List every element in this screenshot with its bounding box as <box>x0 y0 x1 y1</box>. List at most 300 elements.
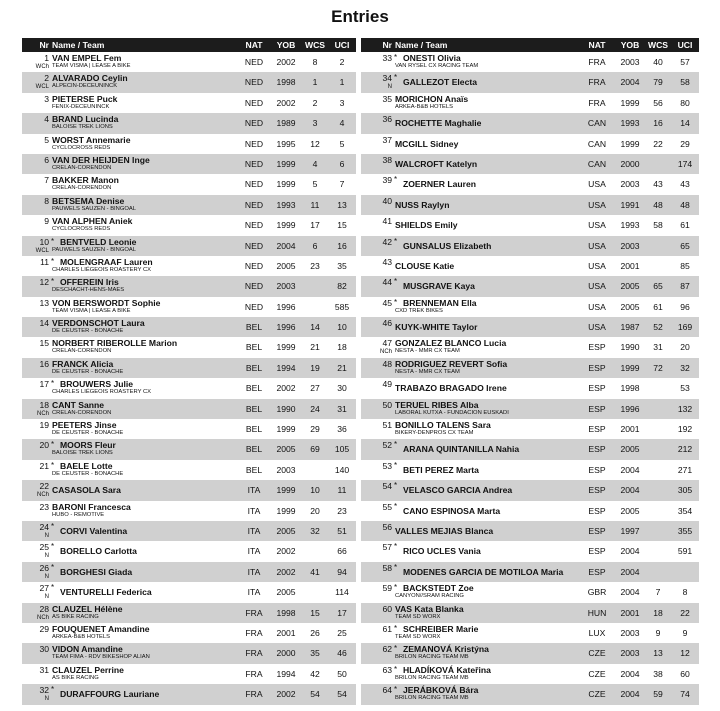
star-icon: * <box>394 644 398 654</box>
table-row <box>361 501 699 521</box>
rider-name: BETI PEREZ Marta <box>403 464 479 475</box>
entry-number: 48 <box>382 358 392 369</box>
year-of-birth: 1996 <box>276 301 296 312</box>
rider-name: MCGILL Sidney <box>395 138 459 149</box>
rider-name: BENTVELD Leonie <box>60 236 137 247</box>
entry-number: 15 <box>39 338 49 349</box>
star-icon: * <box>394 460 398 470</box>
star-icon: * <box>394 501 398 511</box>
table-row <box>361 562 699 582</box>
table-row <box>361 215 699 235</box>
nationality: ESP <box>588 342 606 353</box>
rider-name: VAN DER HEIJDEN Inge <box>52 154 150 165</box>
entry-category: NCh <box>379 349 392 356</box>
nationality: USA <box>588 199 606 210</box>
year-of-birth: 2004 <box>620 77 640 88</box>
rider-name: VIDON Amandine <box>52 644 123 655</box>
year-of-birth: 2003 <box>620 648 640 659</box>
rider-name: PEETERS Jinse <box>52 420 117 431</box>
nationality: GBR <box>587 587 607 598</box>
uci-rank: 82 <box>337 281 347 292</box>
table-row <box>361 582 699 602</box>
entry-number: 34 <box>382 73 392 84</box>
uci-rank: 585 <box>334 301 350 312</box>
rider-name: RICO UCLES Vania <box>403 546 481 557</box>
uci-rank: 53 <box>680 383 690 394</box>
header-nr: Nr <box>39 40 49 50</box>
rider-name: GALLEZOT Electa <box>403 77 478 88</box>
entry-number: 56 <box>382 521 392 532</box>
uci-rank: 51 <box>337 525 347 536</box>
nationality: NED <box>244 301 264 312</box>
rider-name: CLOUSE Katie <box>395 260 455 271</box>
nationality: ITA <box>247 566 261 577</box>
team-name: ARKEA-B&B HOTELS <box>52 633 110 640</box>
team-name: BRILON RACING TEAM MB <box>395 674 469 681</box>
entry-number: 20 <box>39 440 49 451</box>
entries-table-right <box>361 38 699 705</box>
entry-number: 40 <box>382 195 392 206</box>
entry-category: WCL <box>35 84 49 91</box>
uci-rank: 13 <box>337 199 347 210</box>
wcs-rank: 65 <box>653 281 663 292</box>
wcs-rank: 38 <box>653 668 663 679</box>
entry-number: 24 <box>39 521 49 532</box>
team-name: BALOISE TREK LIONS <box>52 124 113 131</box>
uci-rank: 60 <box>680 668 690 679</box>
nationality: FRA <box>588 97 606 108</box>
table-row <box>361 154 699 174</box>
rider-name: BETSEMA Denise <box>52 195 125 206</box>
entry-number: 41 <box>382 216 392 227</box>
header-uci: UCI <box>334 40 350 50</box>
entry-number: 42 <box>382 236 392 247</box>
rider-name: VON BERSWORDT Sophie <box>52 297 161 308</box>
team-name: CRELAN-CORENDON <box>52 185 112 192</box>
entry-number: 57 <box>382 542 392 553</box>
year-of-birth: 1990 <box>276 403 296 414</box>
nationality: BEL <box>245 464 263 475</box>
team-name: TEAM FIMA - RDV BIKESHOP ALIAN <box>52 654 150 661</box>
uci-rank: 192 <box>677 424 693 435</box>
table-row <box>361 664 699 684</box>
header-nat: NAT <box>588 40 606 50</box>
team-name: CRELAN-CORENDON <box>52 164 112 171</box>
table-row <box>361 174 699 194</box>
table-row <box>361 236 699 256</box>
table-row <box>361 276 699 296</box>
table-row <box>22 603 356 623</box>
entry-number: 47 <box>382 338 392 349</box>
uci-rank: 80 <box>680 97 690 108</box>
year-of-birth: 2005 <box>276 587 296 598</box>
year-of-birth: 2004 <box>620 689 640 700</box>
table-row <box>22 358 356 378</box>
uci-rank: 30 <box>337 383 347 394</box>
nationality: CZE <box>588 648 606 659</box>
wcs-rank: 23 <box>310 260 320 271</box>
rider-name: BAKKER Manon <box>52 175 119 186</box>
table-row <box>361 52 699 72</box>
team-name: CHARLES LIÉGEOIS ROASTERY CX <box>52 266 152 273</box>
table-row <box>361 603 699 623</box>
uci-rank: 20 <box>680 342 690 353</box>
team-name: PAUWELS SAUZEN - BINGOAL <box>52 205 136 212</box>
rider-name: CASASOLA Sara <box>52 485 121 496</box>
nationality: ESP <box>588 505 606 516</box>
team-name: TEAM VISMA | LEASE A BIKE <box>52 307 131 314</box>
entry-number: 37 <box>382 134 392 145</box>
star-icon: * <box>51 440 55 450</box>
uci-rank: 61 <box>680 220 690 231</box>
table-row <box>361 93 699 113</box>
page-title: Entries <box>331 7 389 26</box>
entry-number: 59 <box>382 583 392 594</box>
wcs-rank: 1 <box>312 77 318 88</box>
wcs-rank: 19 <box>310 362 320 373</box>
table-row <box>361 256 699 276</box>
table-row <box>22 195 356 215</box>
nationality: BEL <box>245 383 263 394</box>
table-row <box>361 643 699 663</box>
team-name: CRELAN-CORENDON <box>52 409 112 416</box>
rider-name: KUYK-WHITE Taylor <box>395 322 478 333</box>
wcs-rank: 6 <box>312 240 318 251</box>
entry-category: N <box>44 532 49 539</box>
table-row <box>22 215 356 235</box>
entry-number: 28 <box>39 603 49 614</box>
year-of-birth: 1999 <box>620 138 640 149</box>
star-icon: * <box>51 542 55 552</box>
table-row <box>22 256 356 276</box>
wcs-rank: 69 <box>310 444 320 455</box>
star-icon: * <box>394 623 398 633</box>
entry-number: 32 <box>39 685 49 696</box>
rider-name: ZOERNER Lauren <box>403 179 477 190</box>
header-wcs: WCS <box>647 40 669 50</box>
entry-number: 23 <box>39 501 49 512</box>
table-row <box>22 236 356 256</box>
table-row <box>22 113 356 133</box>
nationality: BEL <box>245 444 263 455</box>
table-row <box>361 358 699 378</box>
uci-rank: 21 <box>337 362 347 373</box>
rider-name: NUSS Raylyn <box>395 199 450 210</box>
entry-number: 8 <box>44 195 49 206</box>
entry-number: 14 <box>39 318 49 329</box>
rider-name: NORBERT RIBEROLLE Marion <box>52 338 178 349</box>
entry-number: 10 <box>39 236 49 247</box>
entry-number: 35 <box>382 93 392 104</box>
nationality: USA <box>588 260 606 271</box>
nationality: BEL <box>245 362 263 373</box>
nationality: USA <box>588 281 606 292</box>
entry-number: 58 <box>382 562 392 573</box>
wcs-rank: 9 <box>655 627 661 638</box>
rider-name: MUSGRAVE Kaya <box>403 281 475 292</box>
star-icon: * <box>51 379 55 389</box>
nationality: ESP <box>588 525 606 536</box>
rider-name: BROUWERS Julie <box>60 379 134 390</box>
rider-name: OFFEREIN Iris <box>60 277 119 288</box>
table-row <box>361 337 699 357</box>
rider-name: ONESTI Olivia <box>403 53 461 63</box>
uci-rank: 65 <box>680 240 690 251</box>
wcs-rank: 40 <box>653 57 663 67</box>
entry-number: 21 <box>39 460 49 471</box>
nationality: LUX <box>588 627 606 638</box>
year-of-birth: 2001 <box>620 424 640 435</box>
table-header <box>22 38 356 52</box>
nationality: USA <box>588 179 606 190</box>
uci-rank: 11 <box>337 485 347 496</box>
table-row <box>22 154 356 174</box>
entry-number: 19 <box>39 420 49 431</box>
year-of-birth: 1999 <box>276 158 296 169</box>
wcs-rank: 3 <box>312 118 318 129</box>
year-of-birth: 2005 <box>276 260 296 271</box>
star-icon: * <box>394 236 398 246</box>
rider-name: WALCROFT Katelyn <box>395 158 478 169</box>
star-icon: * <box>51 236 55 246</box>
team-name: DE CEUSTER - BONACHE <box>52 328 124 335</box>
team-name: CRELAN-CORENDON <box>52 348 112 355</box>
table-row <box>361 195 699 215</box>
year-of-birth: 1997 <box>620 525 640 536</box>
nationality: NED <box>244 281 264 292</box>
entry-number: 3 <box>44 93 49 104</box>
rider-name: CANT Sanne <box>52 399 105 410</box>
wcs-rank: 27 <box>310 383 320 394</box>
nationality: ESP <box>588 362 606 373</box>
rider-name: BORELLO Carlotta <box>60 546 137 557</box>
uci-rank: 10 <box>337 322 347 333</box>
year-of-birth: 2001 <box>620 607 640 618</box>
rider-name: VERDONSCHOT Laura <box>52 318 145 329</box>
year-of-birth: 1998 <box>620 383 640 394</box>
nationality: NED <box>244 118 264 129</box>
year-of-birth: 1993 <box>620 118 640 129</box>
uci-rank: 6 <box>339 158 345 169</box>
uci-rank: 212 <box>677 444 693 455</box>
star-icon: * <box>394 73 398 83</box>
table-row <box>361 623 699 643</box>
nationality: CZE <box>588 668 606 679</box>
uci-rank: 58 <box>680 77 690 88</box>
year-of-birth: 2003 <box>620 240 640 251</box>
table-row <box>22 521 356 541</box>
year-of-birth: 1998 <box>276 607 296 618</box>
entry-number: 16 <box>39 358 49 369</box>
star-icon: * <box>51 521 55 531</box>
table-row <box>22 419 356 439</box>
table-row <box>361 378 699 398</box>
uci-rank: 96 <box>680 301 690 312</box>
entry-number: 17 <box>39 379 49 390</box>
year-of-birth: 1993 <box>276 199 296 210</box>
rider-name: FRANCK Alicia <box>52 358 114 369</box>
header-name-team: Name / Team <box>52 40 105 50</box>
wcs-rank: 11 <box>310 199 320 210</box>
uci-rank: 271 <box>677 464 693 475</box>
entry-number: 30 <box>39 644 49 655</box>
uci-rank: 305 <box>677 485 693 496</box>
table-row <box>22 52 356 72</box>
team-name: NESTA - MMR CX TEAM <box>395 368 460 375</box>
table-row <box>22 460 356 480</box>
rider-name: ZEMANOVÁ Kristýna <box>403 644 489 655</box>
table-header <box>361 38 699 52</box>
nationality: ITA <box>247 525 261 536</box>
table-body <box>22 52 356 705</box>
entry-number: 6 <box>44 154 49 165</box>
year-of-birth: 2000 <box>276 648 296 659</box>
wcs-rank: 41 <box>310 566 320 577</box>
entry-category: N <box>44 553 49 560</box>
year-of-birth: 2001 <box>276 627 296 638</box>
uci-rank: 36 <box>337 424 347 435</box>
table-row <box>361 684 699 704</box>
team-name: FENIX-DECEUNINCK <box>52 103 110 110</box>
rider-name: WORST Annemarie <box>52 134 131 145</box>
rider-name: MORICHON Anaïs <box>395 93 469 104</box>
table-row <box>22 399 356 419</box>
table-row <box>22 276 356 296</box>
rider-name: SHIELDS Emily <box>395 220 458 231</box>
year-of-birth: 1989 <box>276 118 296 129</box>
wcs-rank: 10 <box>310 485 320 496</box>
header-wcs: WCS <box>304 40 326 50</box>
rider-name: SCHREIBER Marie <box>403 623 479 634</box>
uci-rank: 48 <box>680 199 690 210</box>
year-of-birth: 2000 <box>620 158 640 169</box>
wcs-rank: 79 <box>653 77 663 88</box>
entry-number: 38 <box>382 154 392 165</box>
uci-rank: 3 <box>339 97 345 108</box>
nationality: ESP <box>588 424 606 435</box>
nationality: CAN <box>587 118 607 129</box>
star-icon: * <box>51 277 55 287</box>
table-row <box>22 541 356 561</box>
rider-name: VAS Kata Blanka <box>395 603 464 614</box>
star-icon: * <box>51 256 55 266</box>
year-of-birth: 1994 <box>276 668 296 679</box>
year-of-birth: 1999 <box>276 220 296 231</box>
nationality: NED <box>244 179 264 190</box>
star-icon: * <box>51 460 55 470</box>
entry-number: 27 <box>39 583 49 594</box>
entry-number: 45 <box>382 297 392 308</box>
uci-rank: 46 <box>337 648 347 659</box>
year-of-birth: 1996 <box>276 322 296 333</box>
uci-rank: 31 <box>337 403 347 414</box>
entry-number: 54 <box>382 481 392 492</box>
nationality: FRA <box>245 668 263 679</box>
uci-rank: 4 <box>339 118 345 129</box>
nationality: ITA <box>247 485 261 496</box>
star-icon: * <box>394 583 398 593</box>
team-name: CXD TREK BIKES <box>395 307 443 314</box>
year-of-birth: 1999 <box>276 485 296 496</box>
rider-name: MODENES GARCIA DE MOTILOA Maria <box>403 566 564 577</box>
year-of-birth: 1991 <box>620 199 640 210</box>
rider-name: BRENNEMAN Ella <box>403 297 477 308</box>
nationality: ESP <box>588 485 606 496</box>
star-icon: * <box>394 53 398 62</box>
star-icon: * <box>394 685 398 695</box>
team-name: DESCHACHT-HENS-MAES <box>52 287 125 294</box>
entry-number: 26 <box>39 562 49 573</box>
wcs-rank: 54 <box>310 689 320 700</box>
entry-category: WCh <box>35 64 49 70</box>
year-of-birth: 2005 <box>620 281 640 292</box>
uci-rank: 29 <box>680 138 690 149</box>
table-row <box>22 480 356 500</box>
year-of-birth: 2001 <box>620 260 640 271</box>
year-of-birth: 2004 <box>620 485 640 496</box>
year-of-birth: 2005 <box>276 444 296 455</box>
year-of-birth: 1999 <box>276 424 296 435</box>
rider-name: RODRIGUEZ REVERT Sofia <box>395 358 508 369</box>
nationality: NED <box>244 260 264 271</box>
uci-rank: 355 <box>677 525 693 536</box>
wcs-rank: 5 <box>312 179 318 190</box>
entry-category: NCh <box>36 492 49 499</box>
team-name: VAN RYSEL CX RACING TEAM <box>395 63 479 69</box>
table-row <box>361 399 699 419</box>
star-icon: * <box>394 542 398 552</box>
wcs-rank: 15 <box>310 607 320 618</box>
uci-rank: 174 <box>677 158 693 169</box>
nationality: USA <box>588 301 606 312</box>
star-icon: * <box>394 277 398 287</box>
team-name: BRILON RACING TEAM MB <box>395 695 469 702</box>
rider-name: TERUEL RIBES Alba <box>395 399 479 410</box>
uci-rank: 25 <box>337 627 347 638</box>
uci-rank: 169 <box>677 322 693 333</box>
entry-number: 29 <box>39 623 49 634</box>
team-name: DE CEUSTER - BONACHE <box>52 470 124 477</box>
uci-rank: 591 <box>677 546 693 557</box>
rider-name: TRABAZO BRAGADO Irene <box>395 383 507 394</box>
nationality: ESP <box>588 444 606 455</box>
entry-number: 13 <box>39 297 49 308</box>
entry-number: 61 <box>382 623 392 634</box>
year-of-birth: 2002 <box>276 57 296 67</box>
rider-name: ALVARADO Ceylin <box>52 73 128 84</box>
wcs-rank: 22 <box>653 138 663 149</box>
entry-number: 1 <box>44 53 49 63</box>
star-icon: * <box>394 440 398 450</box>
entry-number: 33 <box>382 53 392 63</box>
entry-number: 44 <box>382 277 392 288</box>
uci-rank: 140 <box>334 464 350 475</box>
year-of-birth: 1993 <box>620 220 640 231</box>
rider-name: HLADÍKOVÁ Kateřina <box>403 664 491 675</box>
entry-category: N <box>44 594 49 601</box>
uci-rank: 9 <box>682 627 688 638</box>
nationality: NED <box>244 158 264 169</box>
table-row <box>22 378 356 398</box>
table-row <box>22 684 356 704</box>
nationality: NED <box>244 199 264 210</box>
rider-name: CANO ESPINOSA Marta <box>403 505 501 516</box>
year-of-birth: 2002 <box>276 383 296 394</box>
entry-number: 53 <box>382 460 392 471</box>
team-name: PAUWELS SAUZEN - BINGOAL <box>52 246 136 253</box>
table-row <box>361 521 699 541</box>
rider-name: VAN EMPEL Fem <box>52 53 122 63</box>
